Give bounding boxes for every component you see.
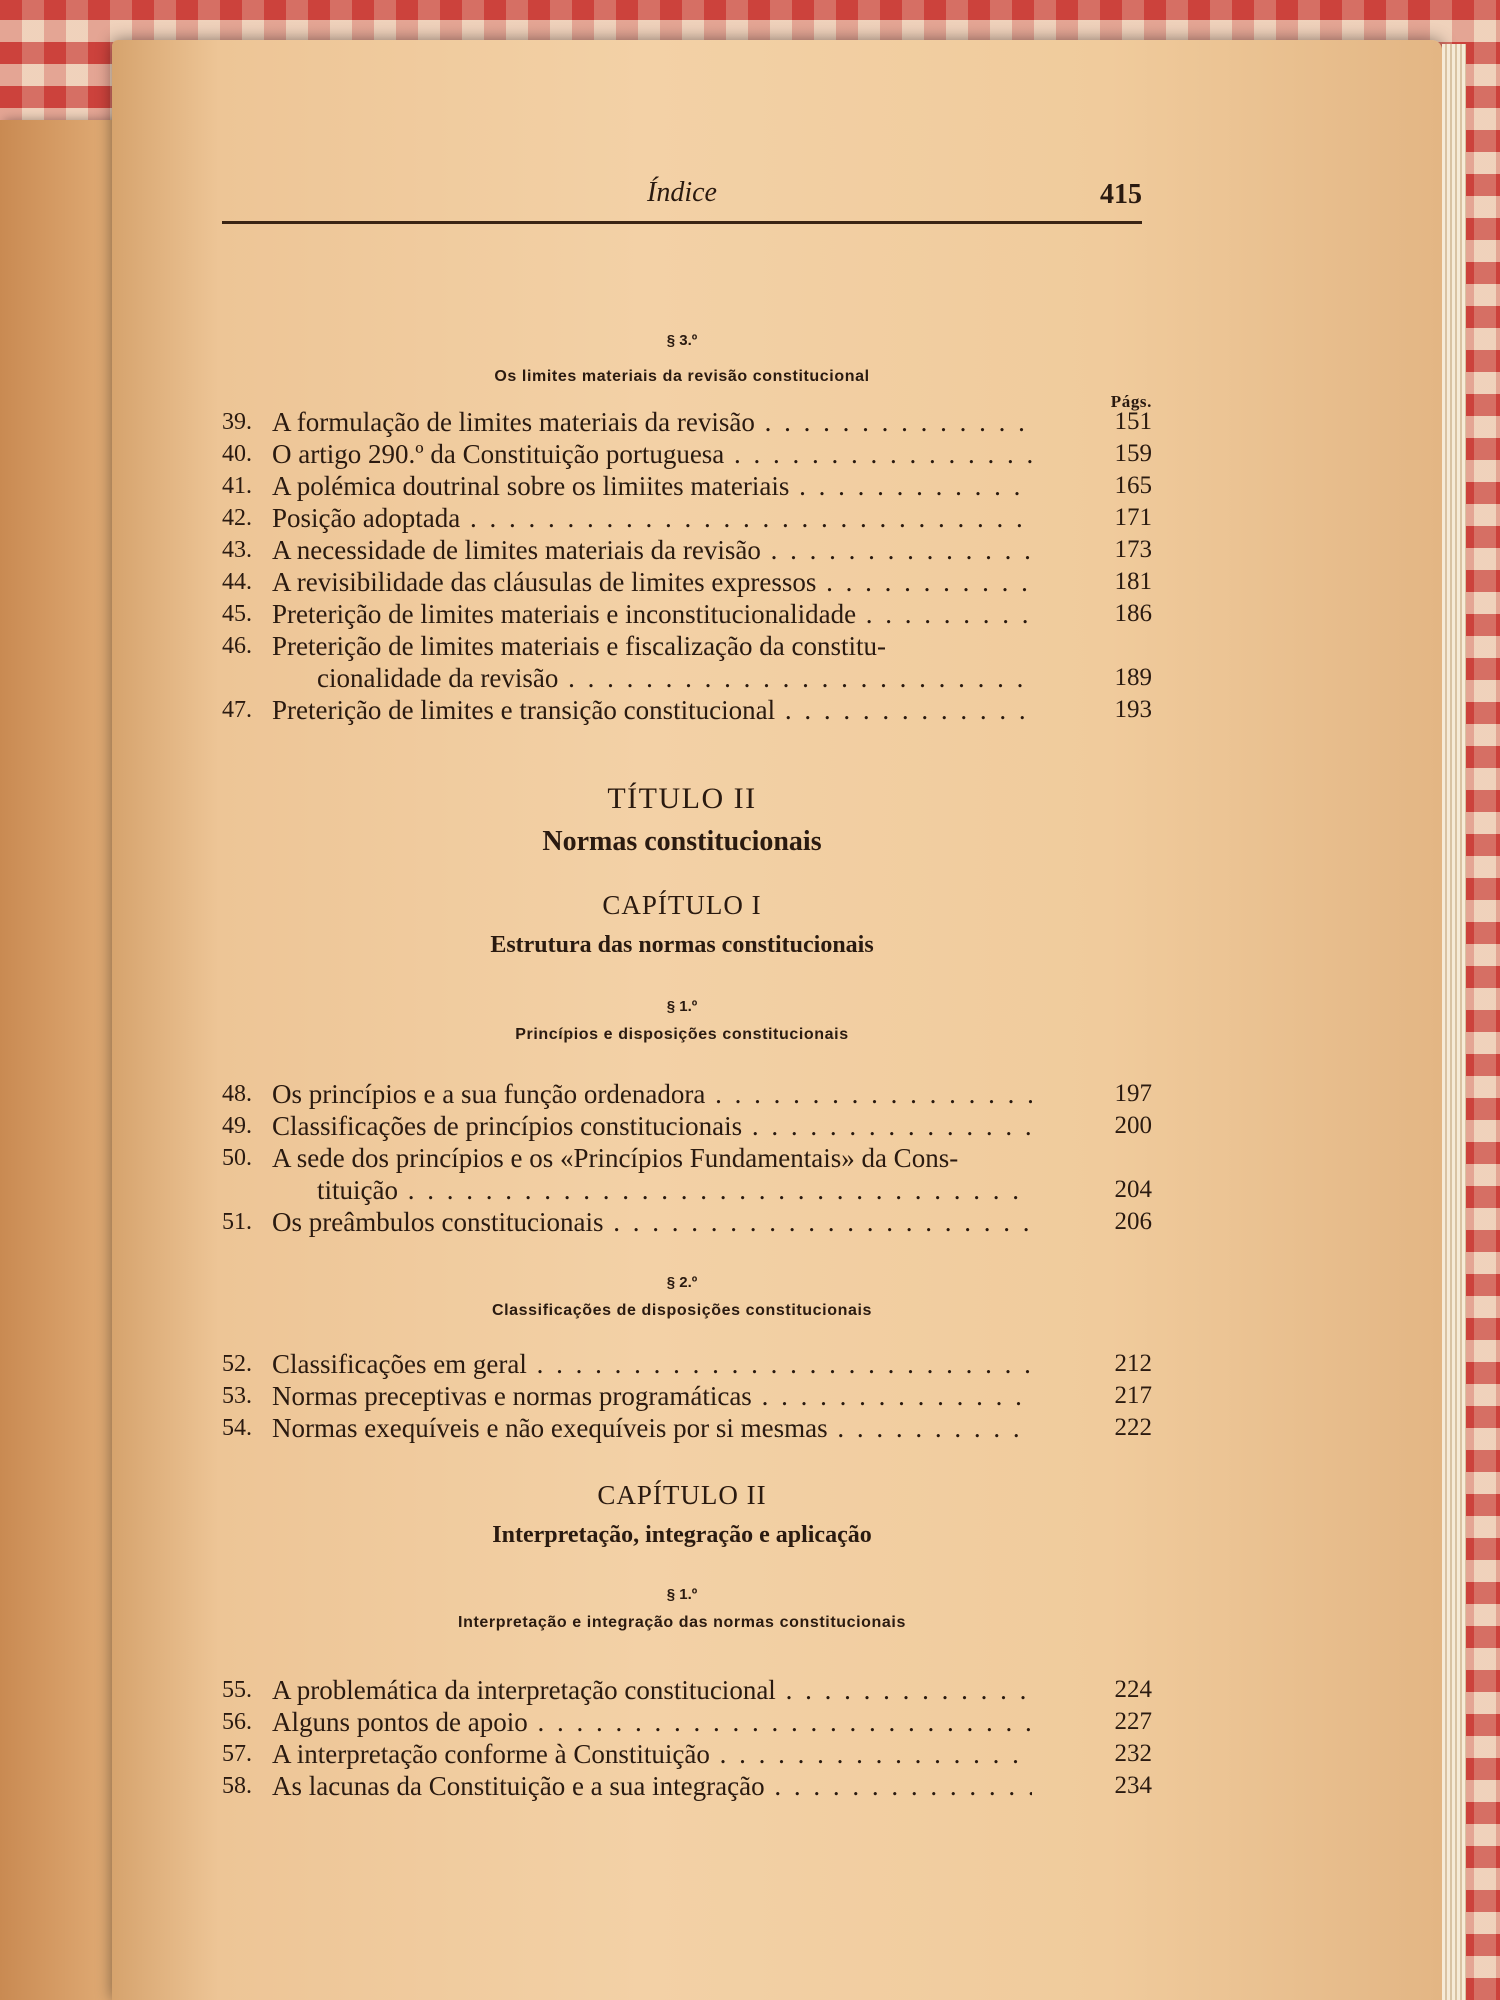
- entry-title: A interpretação conforme à Constituição . . .: [272, 1738, 1032, 1770]
- entry-title: O artigo 290.º da Constituição portuguesa . . .: [272, 438, 1032, 470]
- entry-number: 58.: [222, 1773, 252, 1799]
- entry-number: 53.: [222, 1383, 252, 1409]
- entry-title: Posição adoptada . . .: [272, 502, 1032, 534]
- entry-page: 227: [1114, 1708, 1152, 1735]
- entry-title: A sede dos princípios e os «Princípios Fundamentais» da Cons-: [272, 1143, 959, 1173]
- entry-number: 47.: [222, 697, 252, 723]
- entry-number: 49.: [222, 1113, 252, 1139]
- entry-title: Classificações em geral . . .: [272, 1348, 1032, 1380]
- entry-number: 45.: [222, 601, 252, 627]
- book-page: [112, 40, 1442, 2000]
- left-page-edge: [0, 120, 120, 2000]
- chapter-title: Estrutura das normas constitucionais: [490, 932, 874, 958]
- entry-page: 165: [1114, 472, 1152, 499]
- entry-page: 151: [1114, 408, 1152, 435]
- entry-title: Os preâmbulos constitucionais . . .: [272, 1206, 1032, 1238]
- running-title: Índice: [647, 177, 717, 208]
- entry-page: 212: [1114, 1350, 1152, 1377]
- section-title: Classificações de disposições constitucionais: [491, 1302, 872, 1319]
- page-number: 415: [1100, 179, 1142, 210]
- entry-title-continued: tituição . . .: [317, 1174, 1032, 1206]
- chapter-heading: CAPÍTULO II: [597, 1480, 767, 1510]
- entry-page: 159: [1114, 440, 1152, 467]
- entry-number: 46.: [222, 633, 252, 659]
- entry-number: 57.: [222, 1741, 252, 1767]
- entry-page: 171: [1114, 504, 1152, 531]
- entry-page: 186: [1114, 600, 1152, 627]
- entry-number: 52.: [222, 1351, 252, 1377]
- entry-title: Preterição de limites materiais e fiscalização da constitu-: [272, 631, 886, 661]
- chapter-title: Interpretação, integração e aplicação: [492, 1522, 872, 1548]
- entry-number: 44.: [222, 569, 252, 595]
- entry-number: 40.: [222, 441, 252, 467]
- entry-title: Normas preceptivas e normas programáticas . . .: [272, 1380, 1032, 1412]
- entry-page: 189: [1114, 664, 1152, 691]
- entry-title: Preterição de limites materiais e inconstitucionalidade . . .: [272, 598, 1032, 630]
- entry-page: 234: [1114, 1772, 1152, 1799]
- section-mark: § 3.º: [666, 332, 698, 349]
- entry-number: 39.: [222, 409, 252, 435]
- entry-page: 193: [1114, 696, 1152, 723]
- entry-title: Preterição de limites e transição constitucional . . .: [272, 694, 1032, 726]
- entry-page: 222: [1114, 1414, 1152, 1441]
- entry-page: 197: [1114, 1080, 1152, 1107]
- entry-page: 224: [1114, 1676, 1152, 1703]
- entry-page: 200: [1114, 1112, 1152, 1139]
- entry-number: 50.: [222, 1145, 252, 1171]
- entry-title: A formulação de limites materiais da revisão . . .: [272, 406, 1032, 438]
- toc-entry: [222, 630, 1152, 694]
- part-title: Normas constitucionais: [542, 826, 822, 857]
- entry-number: 55.: [222, 1677, 252, 1703]
- section-mark: § 2.º: [666, 1274, 698, 1291]
- entry-number: 51.: [222, 1209, 252, 1235]
- entry-page: 217: [1114, 1382, 1152, 1409]
- entry-number: 43.: [222, 537, 252, 563]
- entry-title: Alguns pontos de apoio . . .: [272, 1706, 1032, 1738]
- page-stack-edge: [1442, 44, 1466, 2000]
- section-title: Princípios e disposições constitucionais: [515, 1026, 849, 1043]
- entry-page: 232: [1114, 1740, 1152, 1767]
- entry-title: A revisibilidade das cláusulas de limites expressos . . .: [272, 566, 1032, 598]
- entry-number: 42.: [222, 505, 252, 531]
- section-mark: § 1.º: [666, 1586, 698, 1603]
- entry-title: A necessidade de limites materiais da revisão . . .: [272, 534, 1032, 566]
- entry-number: 41.: [222, 473, 252, 499]
- section-title: Interpretação e integração das normas constitucionais: [458, 1614, 906, 1631]
- entry-page: 206: [1114, 1208, 1152, 1235]
- entry-title: Normas exequíveis e não exequíveis por si mesmas . . .: [272, 1412, 1032, 1444]
- entry-title: A polémica doutrinal sobre os limiites materiais . . .: [272, 470, 1032, 502]
- page-header: [222, 175, 1142, 224]
- part-heading: TÍTULO II: [607, 782, 757, 815]
- entry-title-continued: cionalidade da revisão . . .: [317, 662, 1032, 694]
- entry-number: 48.: [222, 1081, 252, 1107]
- entry-title: A problemática da interpretação constitucional . . .: [272, 1674, 1032, 1706]
- entry-page: 204: [1114, 1176, 1152, 1203]
- chapter-heading: CAPÍTULO I: [602, 890, 762, 920]
- section-mark: § 1.º: [666, 998, 698, 1015]
- entry-title: Classificações de princípios constitucionais . . .: [272, 1110, 1032, 1142]
- pages-column-label: Págs.: [1110, 392, 1152, 411]
- toc-entry: [222, 1142, 1152, 1206]
- entry-title: As lacunas da Constituição e a sua integração . . .: [272, 1770, 1032, 1802]
- entry-page: 173: [1114, 536, 1152, 563]
- entry-number: 56.: [222, 1709, 252, 1735]
- entry-number: 54.: [222, 1415, 252, 1441]
- entry-title: Os princípios e a sua função ordenadora . . .: [272, 1078, 1032, 1110]
- entry-page: 181: [1114, 568, 1152, 595]
- section-title: Os limites materiais da revisão constitucional: [494, 368, 870, 385]
